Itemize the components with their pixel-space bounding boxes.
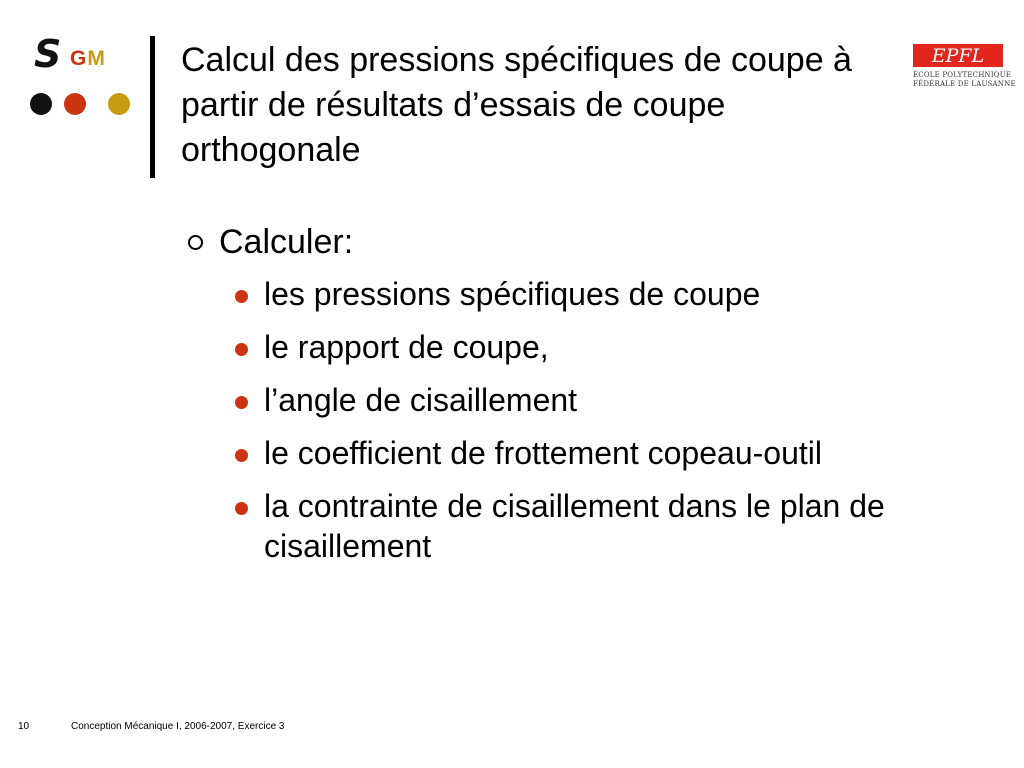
- slide-title: Calcul des pressions spécifiques de coupe à partir de résultats d’essais de coupe orthogonale: [181, 41, 852, 169]
- sgm-logo: [30, 34, 140, 124]
- main-bullet: [185, 220, 925, 264]
- list-item-text: la contrainte de cisaillement dans le plan de cisaillement: [264, 488, 885, 564]
- main-bullet-text: Calculer:: [219, 223, 354, 261]
- logo-dot-black: [30, 93, 52, 115]
- epfl-line-2: FÉDÉRALE DE LAUSANNE: [913, 80, 1016, 88]
- list-item: [235, 327, 925, 367]
- logo-letters-gm: [70, 47, 106, 71]
- footer-text: Conception Mécanique I, 2006-2007, Exercice 3: [71, 721, 285, 732]
- red-dot-bullet-icon: [235, 343, 248, 356]
- red-dot-bullet-icon: [235, 290, 248, 303]
- logo-letter-s: S: [34, 32, 62, 76]
- list-item-text: le rapport de coupe,: [264, 329, 549, 365]
- logo-letter-m: M: [87, 47, 106, 70]
- list-item: [235, 486, 925, 566]
- red-dot-bullet-icon: [235, 449, 248, 462]
- sub-bullet-list: [185, 274, 925, 566]
- logo-letter-g: G: [70, 47, 88, 70]
- title-divider: [150, 36, 155, 178]
- list-item: [235, 274, 925, 314]
- list-item-text: les pressions spécifiques de coupe: [264, 276, 761, 312]
- epfl-mark-text: EPFL: [931, 45, 985, 67]
- list-item: [235, 380, 925, 420]
- epfl-line-1: ÉCOLE POLYTECHNIQUE: [913, 71, 1012, 79]
- list-item-text: l’angle de cisaillement: [264, 382, 578, 418]
- list-item-text: le coefficient de frottement copeau-outil: [264, 435, 822, 471]
- slide-content: [185, 220, 925, 579]
- ring-bullet-icon: [188, 235, 203, 250]
- red-dot-bullet-icon: [235, 396, 248, 409]
- epfl-wordmark: [913, 44, 1003, 67]
- epfl-logo: [913, 44, 1016, 90]
- logo-dot-red: [64, 93, 86, 115]
- page-number: 10: [18, 721, 30, 732]
- logo-dot-gold: [108, 93, 130, 115]
- list-item: [235, 433, 925, 473]
- red-dot-bullet-icon: [235, 502, 248, 515]
